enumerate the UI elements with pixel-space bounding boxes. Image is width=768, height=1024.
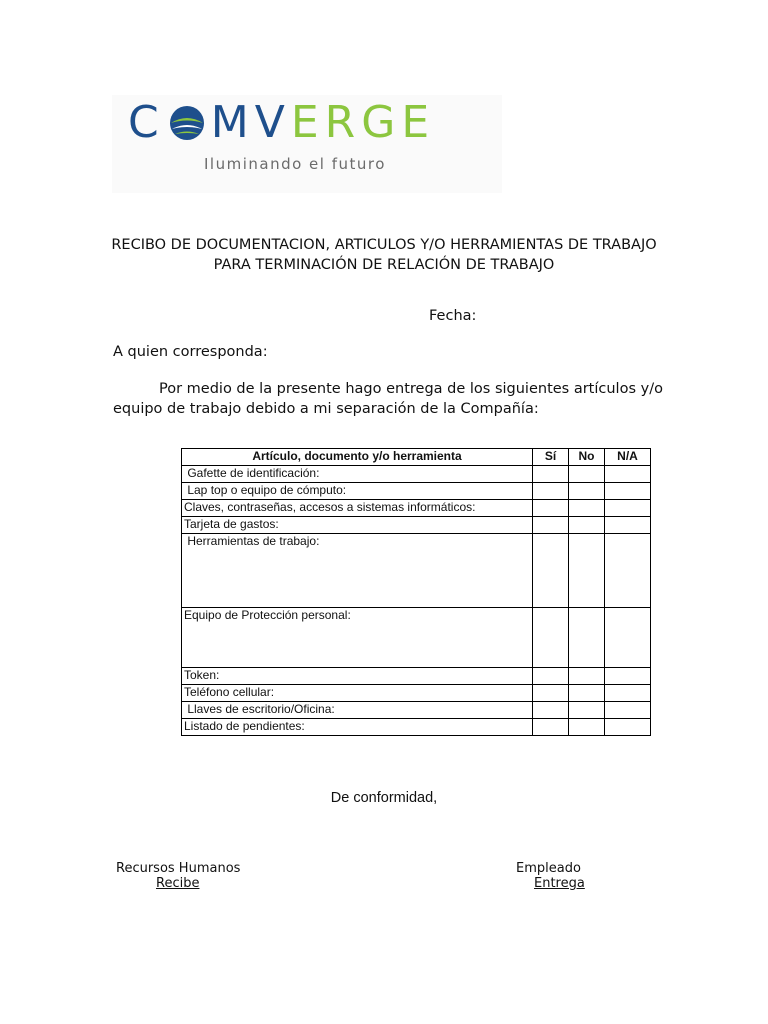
header-na: N/A (605, 449, 651, 466)
check-si-cell[interactable] (533, 719, 569, 736)
logo-letter-m: M (210, 97, 255, 148)
check-no-cell[interactable] (569, 685, 605, 702)
check-si-cell[interactable] (533, 685, 569, 702)
row-item-label: Llaves de escritorio/Oficina: (182, 702, 533, 719)
check-si-cell[interactable] (533, 534, 569, 608)
document-title: RECIBO DE DOCUMENTACION, ARTICULOS Y/O HERRAMIENTAS DE TRABAJO PARA TERMINACIÓN DE RELACIÓN DE TRABAJO (111, 237, 657, 273)
check-si-cell[interactable] (533, 517, 569, 534)
check-na-cell[interactable] (605, 702, 651, 719)
logo-wordmark (128, 97, 436, 148)
intro-paragraph-text: Por medio de la presente hago entrega de los siguientes artículos y/o equipo de trabajo debido a mi separación de la Compañía: (113, 381, 663, 417)
logo-letter-g: G (361, 97, 402, 148)
check-no-cell[interactable] (569, 608, 605, 668)
logo-letter-r: R (324, 97, 362, 148)
table-row (182, 719, 651, 736)
logo-tagline: Iluminando el futuro (204, 155, 386, 173)
header-article: Artículo, documento y/o herramienta (182, 449, 533, 466)
signature-hr (116, 861, 240, 891)
check-na-cell[interactable] (605, 668, 651, 685)
signature-employee (516, 861, 585, 891)
check-no-cell[interactable] (569, 466, 605, 483)
globe-icon (169, 105, 205, 141)
table-row (182, 668, 651, 685)
row-item-label: Gafette de identificación: (182, 466, 533, 483)
signature-hr-action: Recibe (156, 876, 200, 891)
logo-letter-c: C (128, 97, 165, 148)
check-no-cell[interactable] (569, 702, 605, 719)
check-na-cell[interactable] (605, 483, 651, 500)
table-row (182, 466, 651, 483)
items-table (181, 448, 651, 736)
row-item-label: Tarjeta de gastos: (182, 517, 533, 534)
check-no-cell[interactable] (569, 483, 605, 500)
check-na-cell[interactable] (605, 534, 651, 608)
table-row (182, 608, 651, 668)
table-row (182, 685, 651, 702)
check-na-cell[interactable] (605, 500, 651, 517)
check-na-cell[interactable] (605, 517, 651, 534)
company-logo (112, 95, 502, 193)
check-no-cell[interactable] (569, 668, 605, 685)
row-item-label: Listado de pendientes: (182, 719, 533, 736)
intro-paragraph (113, 379, 673, 419)
date-label: Fecha: (429, 308, 477, 324)
check-no-cell[interactable] (569, 517, 605, 534)
table-row (182, 517, 651, 534)
check-na-cell[interactable] (605, 719, 651, 736)
logo-letter-e: E (290, 97, 325, 148)
row-item-label: Claves, contraseñas, accesos a sistemas informáticos: (182, 500, 533, 517)
row-item-label: Teléfono cellular: (182, 685, 533, 702)
check-no-cell[interactable] (569, 500, 605, 517)
check-no-cell[interactable] (569, 719, 605, 736)
check-na-cell[interactable] (605, 466, 651, 483)
signature-hr-role: Recursos Humanos (116, 861, 241, 876)
check-na-cell[interactable] (605, 685, 651, 702)
logo-letter-e2: E (401, 97, 436, 148)
check-si-cell[interactable] (533, 483, 569, 500)
header-no: No (569, 449, 605, 466)
row-item-label: Token: (182, 668, 533, 685)
signature-employee-role: Empleado (516, 861, 581, 876)
logo-letter-v: V (254, 97, 291, 148)
row-item-label: Lap top o equipo de cómputo: (182, 483, 533, 500)
check-si-cell[interactable] (533, 668, 569, 685)
table-header-row (182, 449, 651, 466)
table-row (182, 500, 651, 517)
table-row (182, 534, 651, 608)
greeting: A quien corresponda: (113, 344, 268, 360)
row-item-label: Equipo de Protección personal: (182, 608, 533, 668)
header-si: Sí (533, 449, 569, 466)
signature-employee-action: Entrega (534, 876, 585, 891)
closing-text: De conformidad, (330, 790, 438, 806)
check-si-cell[interactable] (533, 466, 569, 483)
check-si-cell[interactable] (533, 702, 569, 719)
check-si-cell[interactable] (533, 608, 569, 668)
check-na-cell[interactable] (605, 608, 651, 668)
table-row (182, 483, 651, 500)
check-si-cell[interactable] (533, 500, 569, 517)
row-item-label: Herramientas de trabajo: (182, 534, 533, 608)
table-row (182, 702, 651, 719)
check-no-cell[interactable] (569, 534, 605, 608)
